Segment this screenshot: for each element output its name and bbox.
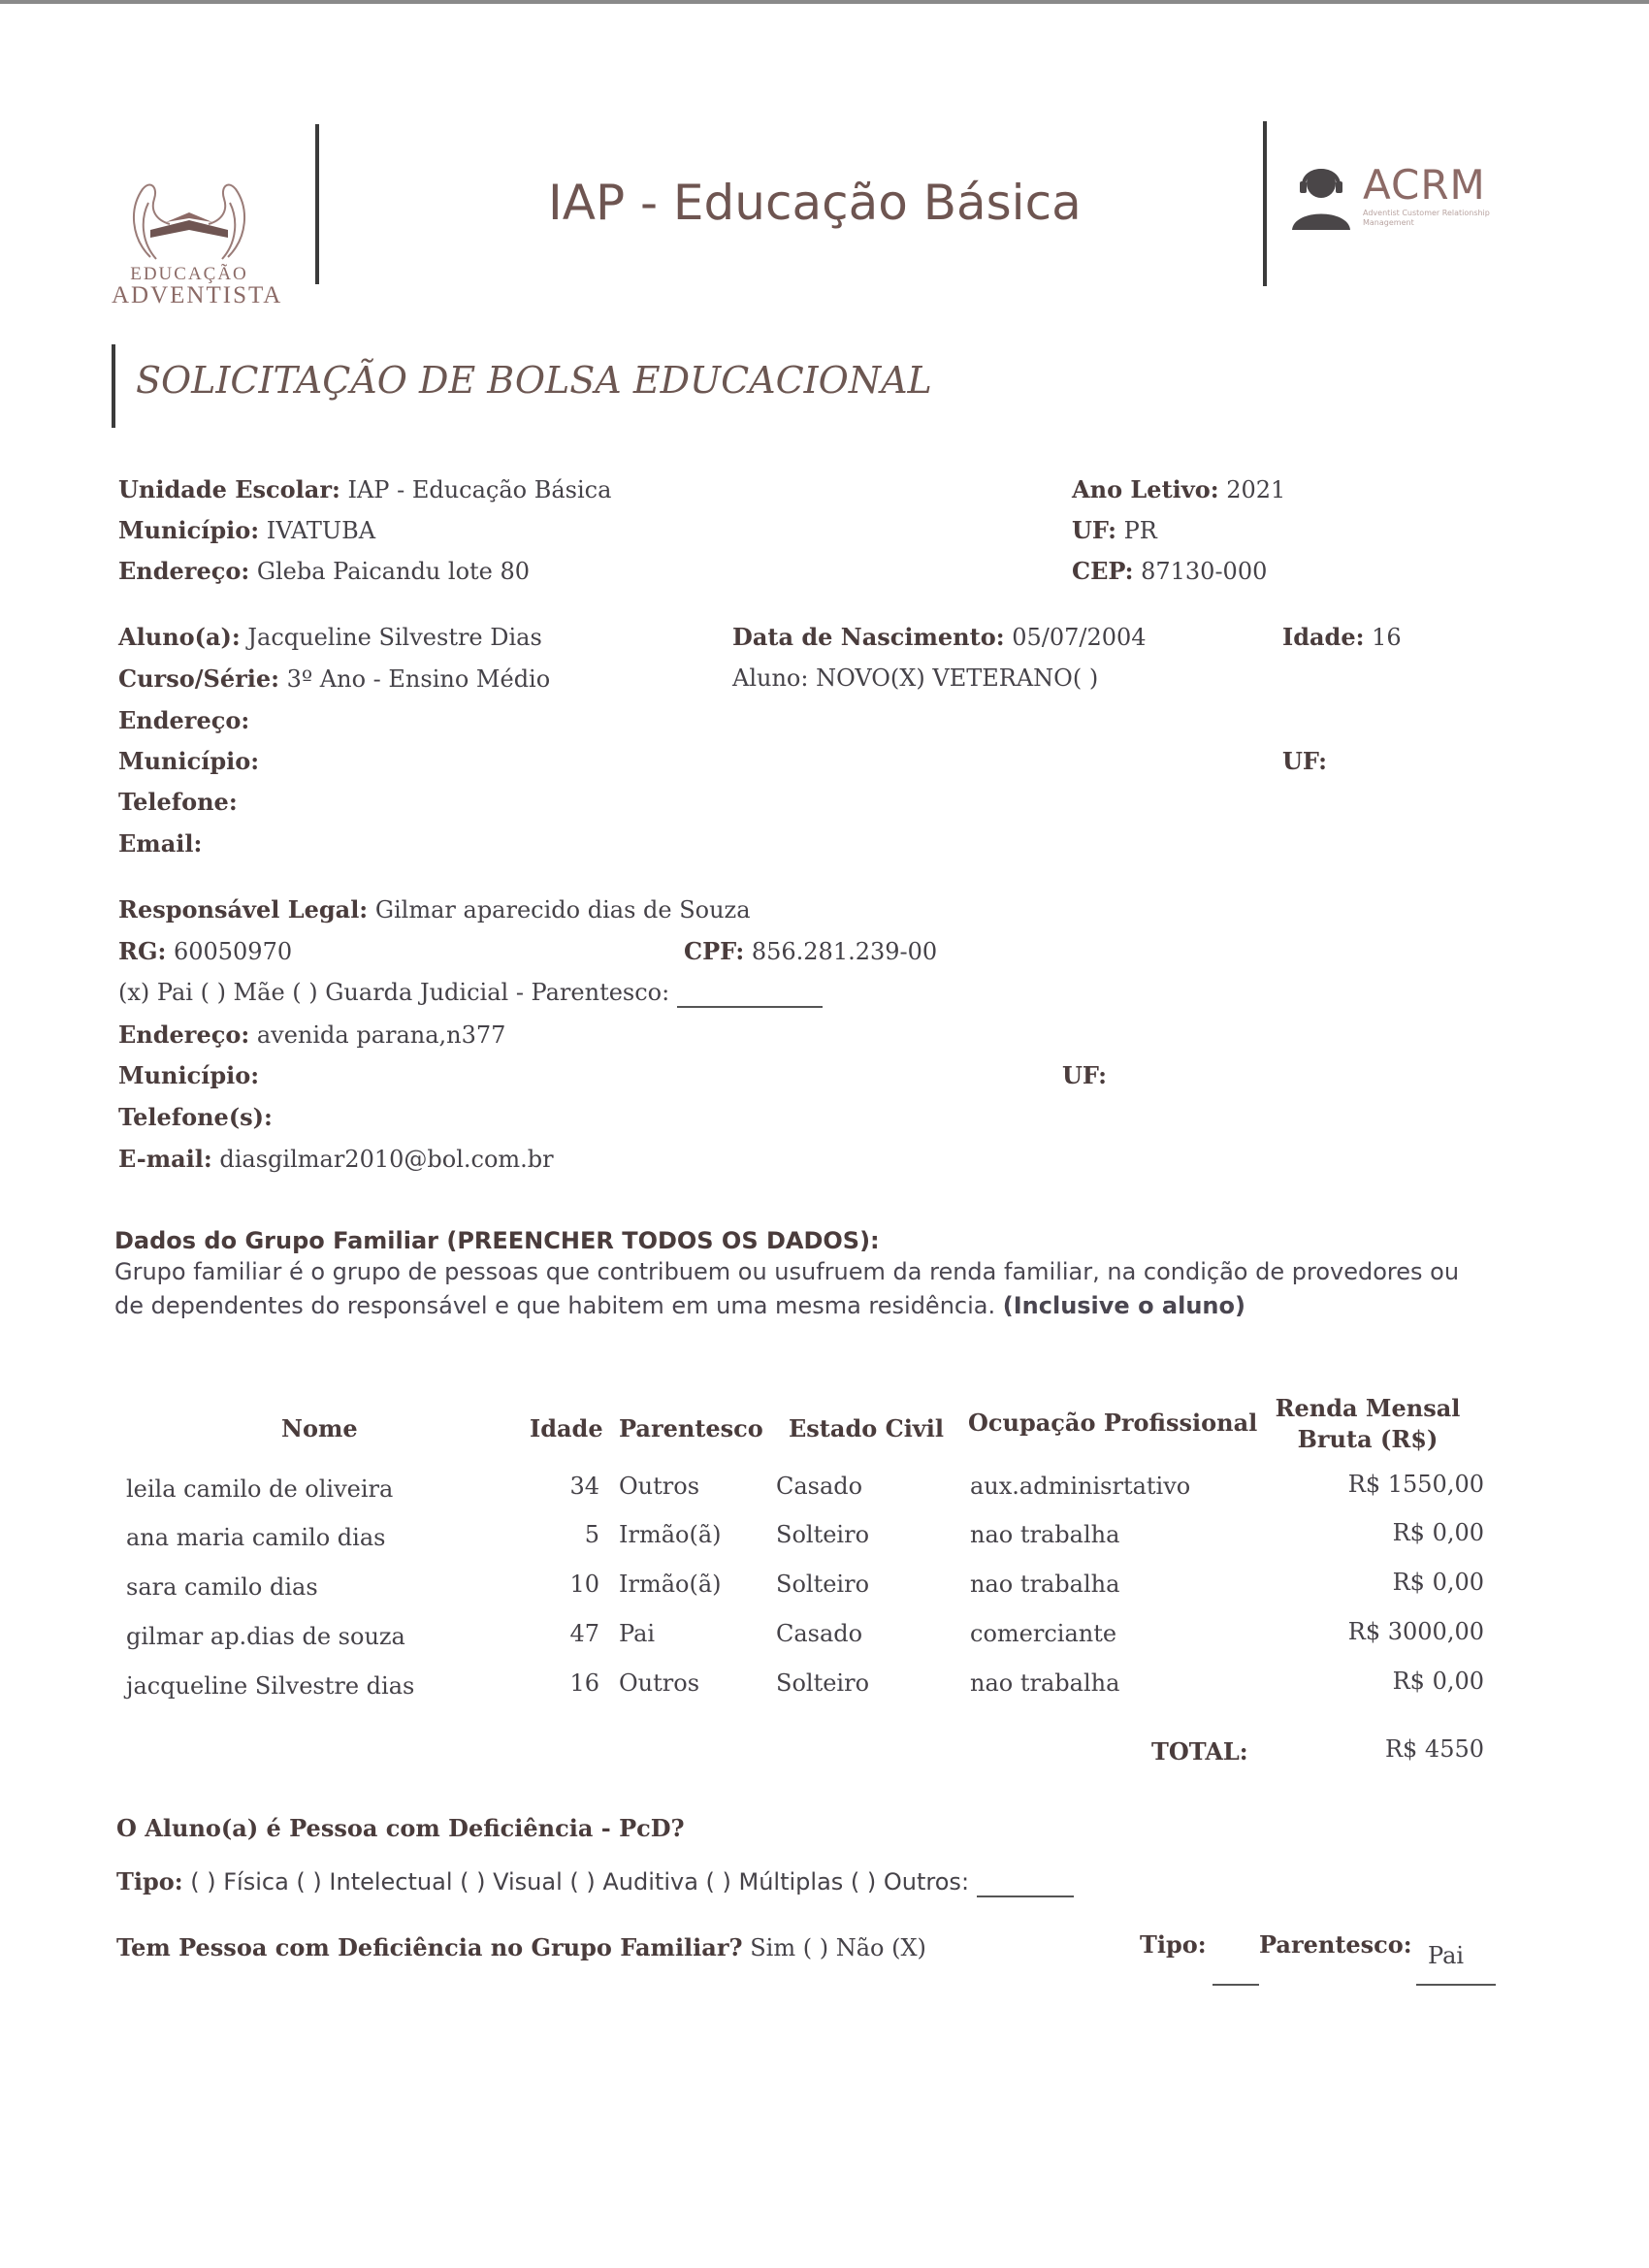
cell-ocupacao: nao trabalha [970,1669,1120,1697]
field-municipio-aluno: Município: [118,747,260,775]
pcd-parentesco: Parentesco: [1259,1930,1412,1959]
pcd-tipo2-blank [1212,1984,1259,1986]
acrm-tagline: Adventist Customer Relationship Management [1363,209,1490,227]
field-curso-serie: Curso/Série: 3º Ano - Ensino Médio [118,664,551,693]
cell-idade: 47 [569,1620,599,1647]
field-telefones-responsavel: Telefone(s): [118,1103,273,1131]
cell-estado-civil: Casado [776,1473,863,1500]
title-accent-bar [112,344,115,428]
family-heading: Dados do Grupo Familiar (PREENCHER TODOS OS DADOS): [114,1227,880,1254]
field-uf-responsavel: UF: [1062,1061,1107,1089]
cell-parentesco: Pai [619,1620,656,1647]
field-unidade-escolar: Unidade Escolar: IAP - Educação Básica [118,475,612,503]
col-header-nome: Nome [281,1414,358,1442]
cell-parentesco: Irmão(ã) [619,1521,722,1548]
cell-renda: R$ 0,00 [1392,1668,1484,1695]
field-endereco-responsavel: Endereço: avenida parana,n377 [118,1021,506,1049]
field-cpf: CPF: 856.281.239-00 [684,937,938,965]
field-data-nascimento: Data de Nascimento: 05/07/2004 [732,623,1147,651]
logo-text-line2: ADVENTISTA [112,282,283,308]
scan-top-edge [0,0,1649,4]
cell-idade: 10 [569,1571,599,1598]
educacao-adventista-logo [112,170,283,309]
cell-ocupacao: comerciante [970,1620,1117,1647]
col-header-estado-civil: Estado Civil [789,1414,944,1442]
cell-idade: 16 [569,1669,599,1697]
cell-nome: jacqueline Silvestre dias [126,1672,415,1700]
pcd-tipo2: Tipo: [1140,1930,1207,1959]
field-ano-letivo: Ano Letivo: 2021 [1072,475,1286,503]
field-cep: CEP: 87130-000 [1072,557,1268,585]
cell-ocupacao: aux.adminisrtativo [970,1473,1191,1500]
headset-person-icon [1288,160,1354,230]
header-divider-right [1263,121,1267,286]
field-responsavel-legal: Responsável Legal: Gilmar aparecido dias de Souza [118,895,751,923]
field-endereco-escola: Endereço: Gleba Paicandu lote 80 [118,557,531,585]
cell-ocupacao: nao trabalha [970,1571,1120,1598]
field-idade: Idade: 16 [1282,623,1402,651]
cell-nome: leila camilo de oliveira [126,1475,394,1503]
col-header-ocupacao: Ocupação Profissional [968,1409,1258,1437]
cell-renda: R$ 0,00 [1392,1569,1484,1596]
family-description: Grupo familiar é o grupo de pessoas que contribuem ou usufruem da renda familiar, na condição de provedores ou de dependentes do responsável e que habitem em uma mesma residência. (Inclusive o aluno) [114,1258,1460,1319]
pcd-family-line: Tem Pessoa com Deficiência no Grupo Familiar? Sim ( ) Não (X) [116,1933,926,1961]
field-endereco-aluno: Endereço: [118,706,250,734]
field-municipio-escola: Município: IVATUBA [118,516,376,544]
pcd-question: O Aluno(a) é Pessoa com Deficiência - PcD? [116,1814,685,1842]
cell-estado-civil: Casado [776,1620,863,1647]
field-rg: RG: 60050970 [118,937,293,965]
field-aluno: Aluno(a): Jacqueline Silvestre Dias [118,623,542,651]
field-email-aluno: Email: [118,829,203,858]
document-title: SOLICITAÇÃO DE BOLSA EDUCACIONAL [136,359,932,402]
cell-ocupacao: nao trabalha [970,1521,1120,1548]
cell-idade: 34 [569,1473,599,1500]
cell-nome: ana maria camilo dias [126,1524,386,1551]
field-uf-aluno: UF: [1282,747,1327,775]
col-header-renda: Renda Mensal Bruta (R$) [1275,1394,1461,1453]
cell-estado-civil: Solteiro [776,1571,870,1598]
total-value: R$ 4550 [1384,1735,1484,1763]
field-parentesco-responsavel: (x) Pai ( ) Mãe ( ) Guarda Judicial - Parentesco: [118,979,823,1008]
acrm-name: ACRM [1363,161,1486,209]
acrm-logo [1288,160,1354,234]
field-email-responsavel: E-mail: diasgilmar2010@bol.com.br [118,1145,554,1173]
pcd-parentesco-value: Pai [1428,1942,1465,1969]
cell-nome: sara camilo dias [126,1573,318,1601]
cell-nome: gilmar ap.dias de souza [126,1623,405,1650]
cell-parentesco: Outros [619,1669,700,1697]
pcd-outros-blank [977,1868,1074,1897]
cell-estado-civil: Solteiro [776,1669,870,1697]
pcd-tipo-line: Tipo: ( ) Física ( ) Intelectual ( ) Visual ( ) Auditiva ( ) Múltiplas ( ) Outros: [116,1867,1074,1897]
col-header-idade: Idade [530,1414,603,1442]
cell-parentesco: Irmão(ã) [619,1571,722,1598]
parentesco-blank [677,979,823,1008]
cell-renda: R$ 3000,00 [1347,1618,1484,1645]
hands-book-icon [121,170,257,262]
cell-renda: R$ 0,00 [1392,1519,1484,1546]
page-title: IAP - Educação Básica [548,175,1082,231]
field-uf-escola: UF: PR [1072,516,1157,544]
col-header-parentesco: Parentesco [619,1414,763,1442]
field-tipo-aluno: Aluno: NOVO(X) VETERANO( ) [732,664,1099,692]
cell-estado-civil: Solteiro [776,1521,870,1548]
cell-renda: R$ 1550,00 [1347,1471,1484,1498]
pcd-parentesco-blank [1416,1984,1496,1986]
header-divider-left [315,124,319,284]
logo-text-line1: EDUCAÇÃO [130,264,248,284]
cell-idade: 5 [584,1521,599,1548]
field-municipio-responsavel: Município: [118,1061,260,1089]
cell-parentesco: Outros [619,1473,700,1500]
total-label: TOTAL: [1151,1737,1248,1766]
field-telefone-aluno: Telefone: [118,788,238,816]
